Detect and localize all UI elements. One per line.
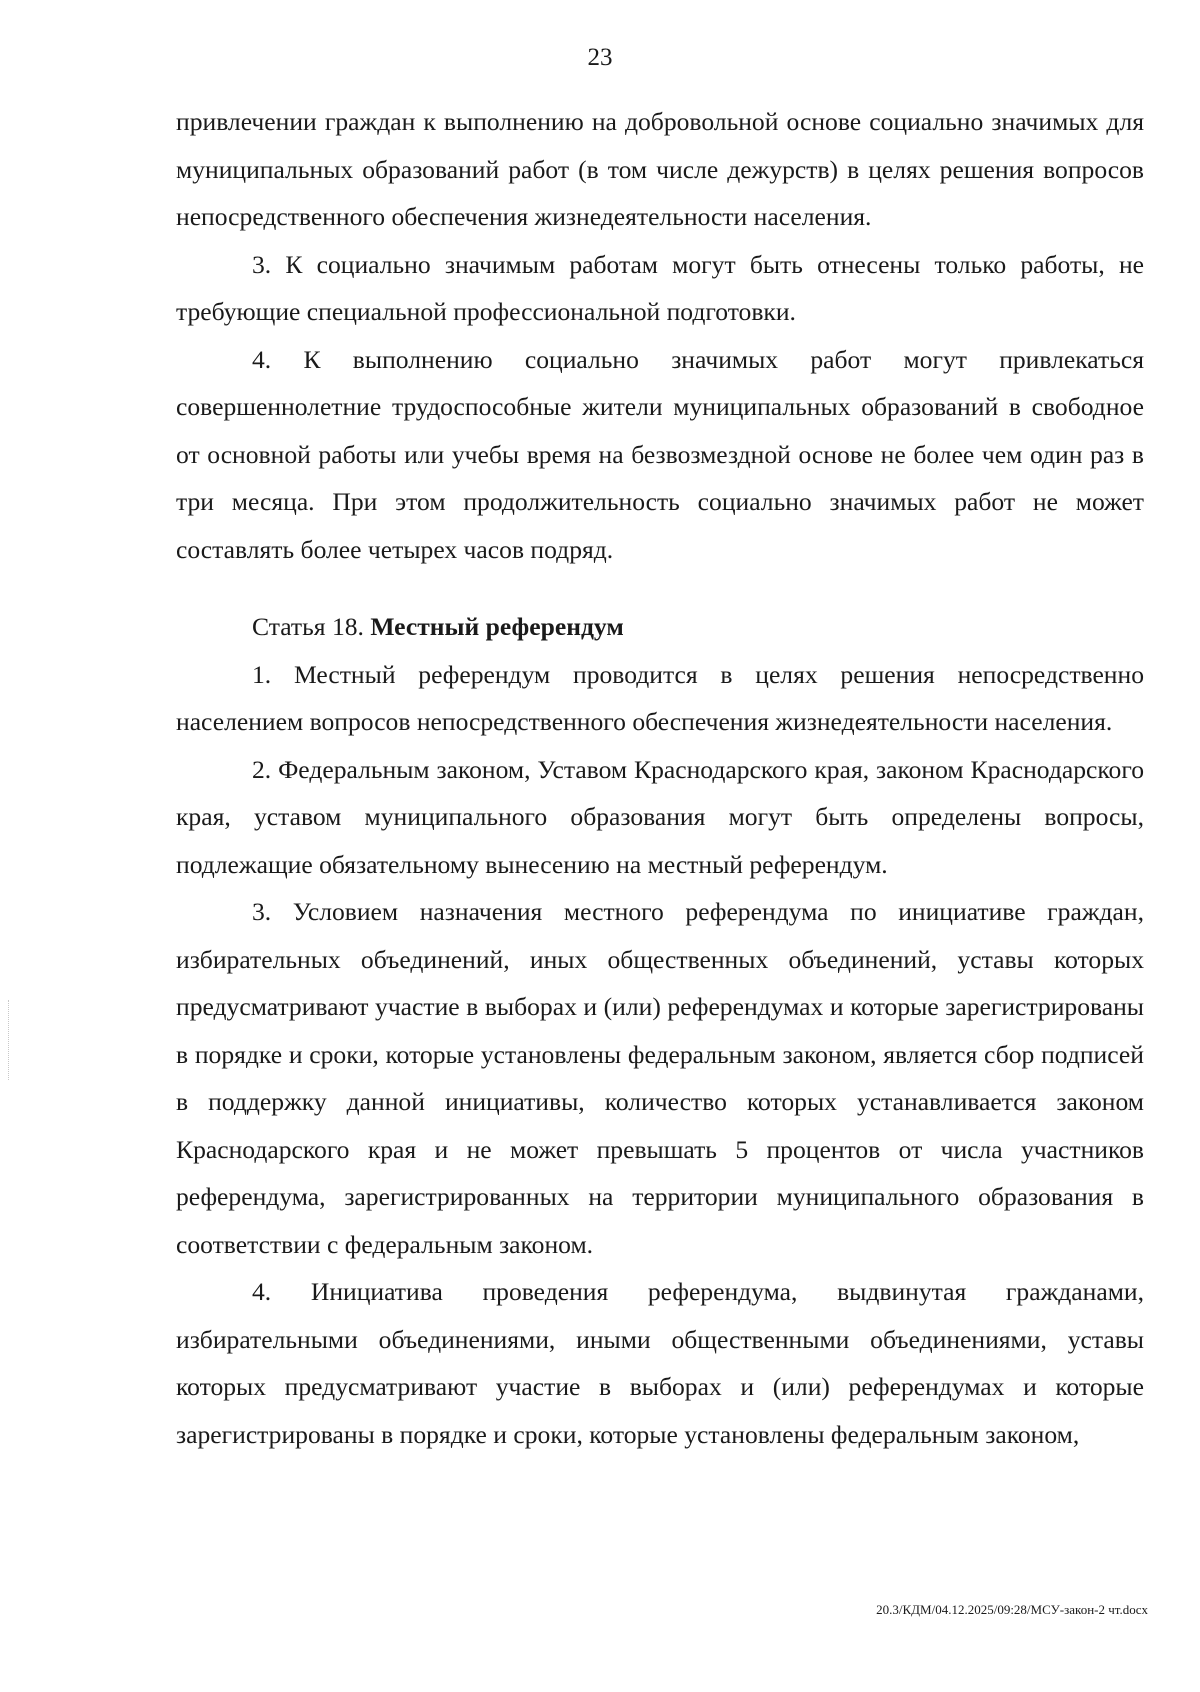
section-gap [176,573,1144,603]
paragraph-item-4: 4. К выполнению социально значимых работ могут привлекаться совершеннолетние трудоспособные жители муниципальных образований в свободное от основной работы или учебы время на безвозмездной основе не более чем один раз в три месяца. При этом продолжительность социально значимых работ не может составлять более четырех часов подряд. [176,344,1144,564]
article-paragraph-3: 3. Условием назначения местного референдума по инициативе граждан, избирательных объединений, иных общественных объединений, уставы которых предусматривают участие в выборах и (или) референдумах и которые зарегистрированы в порядке и сроки, которые установлены федеральным законом, является сбор подписей в поддержку данной инициативы, количество которых устанавливается законом Краснодарского края и не может превышать 5 процентов от числа участников референдума, зарегистрированных на территории муниципального образования в соответствии с федеральным законом. [176,897,1144,1259]
paragraph-item-3: 3. К социально значимым работам могут быть отнесены только работы, не требующие специальной профессиональной подготовки. [176,249,1144,326]
document-body [176,98,1144,1458]
article-title: Местный референдум [370,612,624,641]
article-paragraph-4: 4. Инициатива проведения референдума, выдвинутая гражданами, избирательными объединениями, иными общественными объединениями, уставы которых предусматривают участие в выборах и (или) референдумах и которые зарегистрированы в порядке и сроки, которые установлены федеральным законом, [176,1277,1144,1449]
article-heading [176,603,1144,651]
footer-file-reference: 20.3/КДМ/04.12.2025/09:28/МСУ-закон-2 чт.docx [876,1602,1148,1617]
scan-margin-mark [8,1000,11,1080]
article-paragraph-2: 2. Федеральным законом, Уставом Краснодарского края, законом Краснодарского края, уставом муниципального образования могут быть определены вопросы, подлежащие обязательному вынесению на местный референдум. [176,754,1144,879]
article-prefix: Статья 18. [252,612,371,641]
paragraph-continued: привлечении граждан к выполнению на добровольной основе социально значимых для муниципальных образований работ (в том числе дежурств) в целях решения вопросов непосредственного обеспечения жизнедеятельности населения. [176,107,1144,231]
article-paragraph-1: 1. Местный референдум проводится в целях решения непосредственно населением вопросов непосредственного обеспечения жизнедеятельности населения. [176,659,1144,736]
page-number: 23 [587,44,613,71]
